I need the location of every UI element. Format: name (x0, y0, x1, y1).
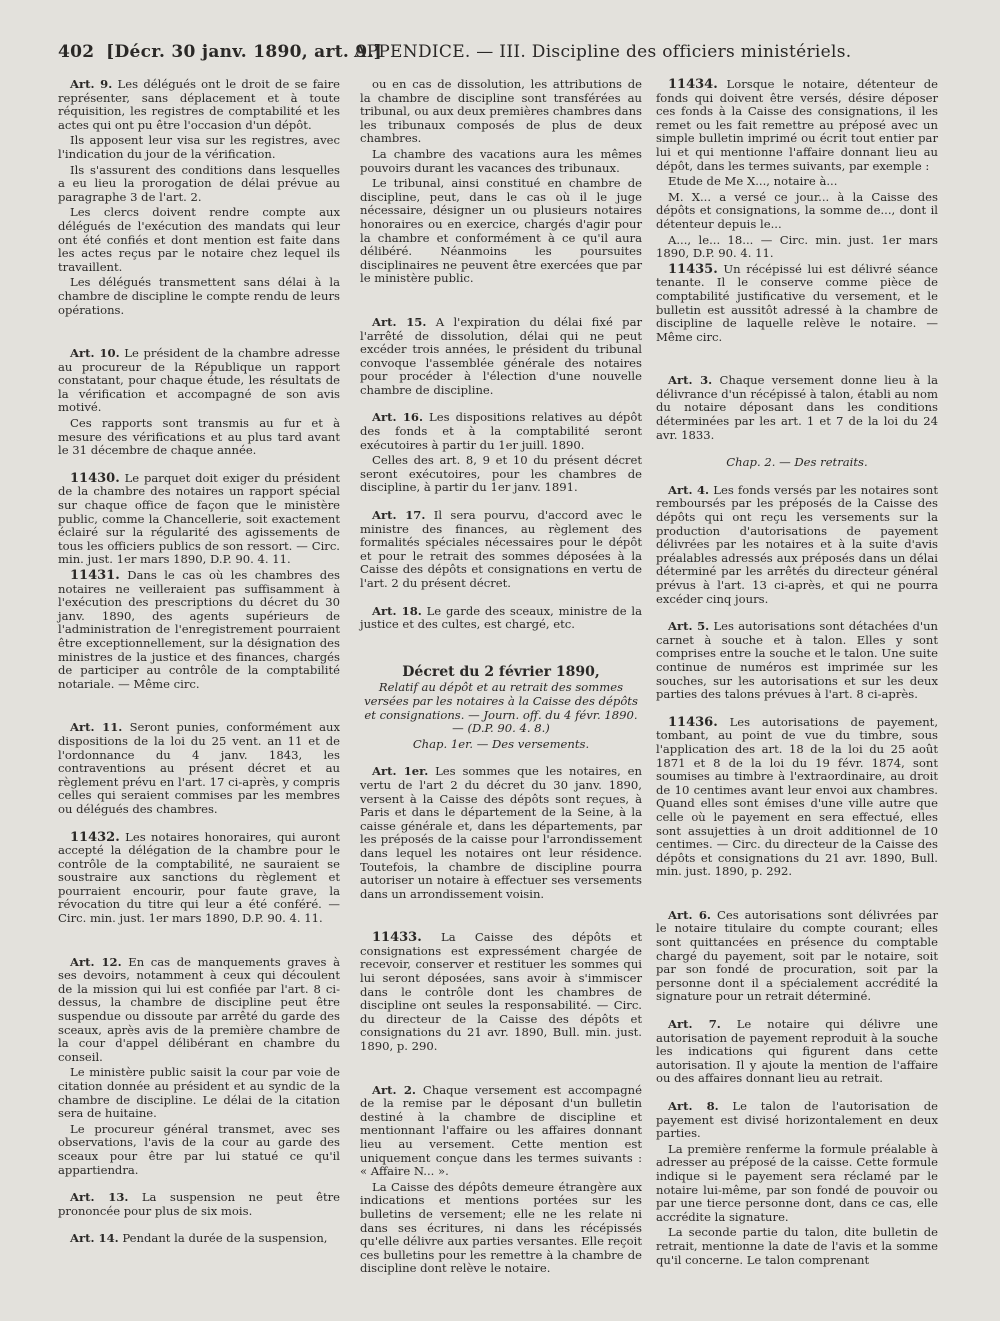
paragraph (656, 1143, 938, 1225)
text-column-2 (360, 78, 642, 1278)
chapter-heading-text: Chap. 2. — Des retraits. (726, 455, 868, 470)
paragraph-text: Le tribunal, ainsi constitué en chambre de discipline, peut, dans le cas où il le juge nécessaire, désigner un ou plusieurs notaires honoraires ou en exercice, chargés d'agir pour la chambre et conformément à ce qu'il aura délibéré. Néanmoins les poursuites disciplinaires ne peuvent être exercées que par le ministère public. (360, 176, 642, 286)
paragraph (360, 509, 642, 591)
article-label: Art. 2. (372, 1082, 416, 1097)
article-label: Art. 17. (372, 508, 426, 523)
paragraph-text: Un récépissé lui est délivré séance tenante. Il le conserve comme pièce de comptabilité justificative du versement, et le bulletin est aussitôt adressé à la chambre de discipline de laquelle relève le notaire. — Même circ. (656, 261, 938, 344)
paragraph-text: Les autorisations sont détachées d'un carnet à souche et à talon. Elles y sont comprises entre la souche et le talon. Une suite continue de numéros est imprimée sur les souches, sur les autorisations et sur les deux parties des talons prévues à l'art. 8 ci-après. (656, 619, 939, 702)
paragraph (656, 1100, 938, 1141)
article-label: Art. 16. (372, 410, 424, 425)
paragraph (656, 716, 938, 879)
article-label: Art. 4. (668, 482, 710, 497)
paragraph-text: Le talon de l'autorisation de payement est divisé horizontalement en deux parties. (656, 1099, 939, 1141)
paragraph (58, 1191, 340, 1218)
paragraph (58, 417, 340, 458)
chapter-heading (360, 738, 642, 752)
paragraph-text: La Caisse des dépôts et consignations est expressément chargée de recevoir, conserver et restituer les sommes qui lui seront déposées, sans avoir à s'immiscer dans le contrôle dont les chambres de discipline ont seules la responsabilité. — Circ. du directeur de la Caisse des dépôts et consignations du 21 avr. 1890, Bull. min. just. 1890, p. 290. (360, 930, 642, 1054)
paragraph-text: Le parquet doit exiger du président de la chambre des notaires un rapport spécial sur chaque office de façon que le ministère public, comme la Chancellerie, soit exactement éclairé sur la régularité des agissements de tous les officiers publics de son ressort. — Circ. min. just. 1er mars 1890, D.P. 90. 4. 11. (58, 470, 340, 567)
paragraph-text: Pendant la durée de la suspension, (122, 1231, 328, 1246)
paragraph (656, 909, 938, 1004)
paragraph-text: La chambre des vacations aura les mêmes pouvoirs durant les vacances des tribunaux. (360, 146, 642, 175)
paragraph (360, 177, 642, 286)
paragraph (58, 569, 340, 691)
article-label: Art. 15. (372, 314, 427, 329)
decree-subtitle-text: Relatif au dépôt et au retrait des sommes versées par les notaires à la Caisse des dépôts et consignations. — Journ. off. du 4 févr. 1890. — (D.P. 90. 4. 8.) (364, 680, 638, 736)
page-number: 402 (58, 42, 95, 62)
paragraph (360, 316, 642, 398)
paragraph-text: La Caisse des dépôts demeure étrangère aux indications et mentions portées sur les bulletins de versement; elle ne les relate ni dans ses écritures, ni dans les récépissés qu'elle délivre aux parties versantes. Elle reçoit ces bulletins pour les remettre à la chambre de discipline dont relève le notaire. (360, 1179, 642, 1276)
section-number: 11432. (70, 829, 120, 845)
paragraph (360, 1084, 642, 1179)
paragraph (360, 148, 642, 175)
paragraph-text: A l'expiration du délai fixé par l'arrêté de dissolution, délai qui ne peut excéder trois années, le président du tribunal convoque l'assemblée générale des notaires pour procéder à l'élection d'une nouvelle chambre de discipline. (360, 314, 643, 397)
section-number: 11433. (372, 930, 422, 946)
paragraph-text: Il sera pourvu, d'accord avec le ministre des finances, au règlement des formalités spéciales nécessaires pour le dépôt et pour le retrait des sommes déposées à la Caisse des dépôts et consignations en vertu de l'art. 2 du présent décret. (360, 508, 642, 590)
paragraph (58, 206, 340, 274)
paragraph-text: En cas de manquements graves à ses devoirs, notamment à ceux qui découlent de la mission qui lui est confiée par l'art. 8 ci-dessus, la chambre de discipline peut être suspendue ou dissoute par arrêté du garde des sceaux, après avis de la première chambre de la cour d'appel délibérant en chambre du conseil. (58, 954, 341, 1064)
article-label: Art. 13. (70, 1190, 129, 1205)
paragraph-text: Les délégués ont le droit de se faire représenter, sans déplacement et à toute réquisition, les registres de comptabilité et les actes qui ont pu être l'occasion d'un dépôt. (58, 77, 341, 132)
paragraph-text: Les clercs doivent rendre compte aux délégués de l'exécution des mandats qui leur ont été confiés et dont mention est faite dans les actes reçus par le notaire chez lequel ils travaillent. (58, 205, 340, 274)
paragraph-text: La seconde partie du talon, dite bulletin de retrait, mentionne la date de l'avis et la somme qu'il concerne. Le talon comprenant (656, 1225, 938, 1267)
paragraph (58, 831, 340, 926)
paragraph (58, 472, 340, 567)
paragraph-text: Les dispositions relatives au dépôt des fonds et à la comptabilité seront exécutoires à partir du 1er juill. 1890. (360, 410, 642, 452)
paragraph (656, 484, 938, 606)
paragraph-text: Les délégués transmettent sans délai à la chambre de discipline le compte rendu de leurs opérations. (58, 275, 340, 317)
paragraph-text: La suspension ne peut être prononcée pour plus de six mois. (58, 1190, 341, 1218)
chapter-heading-text: Chap. 1er. — Des versements. (412, 736, 590, 751)
paragraph (58, 1232, 340, 1246)
paragraph (656, 620, 938, 702)
section-number: 11435. (668, 261, 718, 277)
paragraph (58, 1066, 340, 1120)
paragraph (58, 276, 340, 317)
paragraph-text: Le notaire qui délivre une autorisation de payement reproduit à la souche les indications qui figurent dans cette autorisation. Il y ajoute la mention de l'affaire ou des affaires donnant lieu au retrait. (656, 1017, 938, 1086)
paragraph-text: M. X... a versé ce jour... à la Caisse des dépôts et consignations, la somme de..., dont il détenteur depuis le... (656, 189, 938, 231)
paragraph (58, 347, 340, 415)
paragraph-text: Dans le cas où les chambres des notaires ne veilleraient pas suffisamment à l'exécution des prescriptions du décret du 30 janv. 1890, des agents supérieurs de l'administration de l'enregistrement pourraient être exceptionnellement, sur la désignation des ministres de la justice et des finances, chargés de participer au contrôle de la comptabilité notariale. — Même circ. (58, 568, 341, 691)
paragraph (656, 234, 938, 261)
paragraph (656, 1226, 938, 1267)
article-label: Art. 9. (70, 77, 113, 91)
article-label: Art. 5. (668, 619, 710, 634)
paragraph (656, 374, 938, 442)
section-number: 11436. (668, 714, 718, 730)
article-label: Art. 14. (70, 1231, 119, 1246)
paragraph (58, 164, 340, 205)
paragraph (58, 721, 340, 816)
paragraph (360, 411, 642, 452)
example-line (656, 175, 938, 189)
paragraph-text: Chaque versement donne lieu à la délivrance d'un récépissé à talon, établi au nom du notaire déposant dans les conditions déterminées par les art. 1 et 7 de la loi du 24 avr. 1833. (656, 373, 938, 442)
section-number: 11431. (70, 568, 120, 583)
paragraph-text: Le président de la chambre adresse au procureur de la République un rapport constatant, pour chaque étude, les résultats de la vérification et accompagné de son avis motivé. (58, 346, 340, 415)
article-label: Art. 11. (70, 720, 123, 735)
paragraph (360, 454, 642, 495)
paragraph-text: Les autorisations de payement, tombant, au point de vue du timbre, sous l'application des art. 18 de la loi du 25 août 1871 et 8 de la loi du 19 févr. 1874, sont soumises au timbre à l'extraordinaire, au droit de 10 centimes avant leur envoi aux chambres. Quand elles sont émises d'une ville autre que celle où le payement en sera effectué, elles sont assujetties à un droit additionnel de 10 centimes. — Circ. du directeur de la Caisse des dépôts et consignations du 21 avr. 1890, Bull. min. just. 1890, p. 292. (656, 714, 939, 879)
paragraph-text: Ils apposent leur visa sur les registres, avec l'indication du jour de la vérification. (58, 133, 340, 161)
paragraph-text: Ils s'assurent des conditions dans lesquelles a eu lieu la prorogation de délai prévue au paragraphe 3 de l'art. 2. (58, 162, 340, 204)
paragraph-text: Les notaires honoraires, qui auront accepté la délégation de la chambre pour le contrôle de la comptabilité, ne sauraient se soustraire aux sanctions du règlement et pourraient encourir, pour faute grave, la révocation du titre qui leur a été conféré. — Circ. min. just. 1er mars 1890, D.P. 90. 4. 11. (58, 829, 340, 926)
paragraph (360, 931, 642, 1053)
article-label: Art. 3. (668, 373, 713, 388)
chapter-heading (656, 456, 938, 470)
article-label: Art. 1er. (372, 764, 429, 779)
paragraph-text: Les sommes que les notaires, en vertu de l'art 2 du décret du 30 janv. 1890, versent à la Caisse des dépôts sont reçues, à Paris et dans le département de la Seine, à la caisse générale et, dans les départements, par les préposés de la caisse pour l'arrondissement dans lequel les notaires ont leur résidence. Toutefois, la chambre de discipline pourra autoriser un notaire à effectuer ses versements dans un arrondissement voisin. (360, 764, 643, 901)
paragraph-text: Ces rapports sont transmis au fur et à mesure des vérifications et au plus tard avant le 31 décembre de chaque année. (58, 416, 340, 458)
paragraph-text: Chaque versement est accompagné de la remise par le déposant d'un bulletin destiné à la chambre de discipline et mentionnant l'affaire ou les affaires donnant lieu au versement. Cette mention est uniquement conçue dans les termes suivants : « Affaire N... ». (360, 1082, 643, 1179)
paragraph-text: Seront punies, conformément aux dispositions de la loi du 25 vent. an 11 et de l'ordonnance du 4 janv. 1843, les contraventions au présent décret et au règlement prévu en l'art. 17 ci-après, y compris celles qui seraient commises par les membres ou délégués des chambres. (58, 720, 341, 816)
paragraph-text: Les fonds versés par les notaires sont remboursés par les préposés de la Caisse des dépôts qui ont reçu les versements sur la production d'autorisations de payement délivrées par les notaires et à la suite d'avis préalables adressés aux préposés dans un délai déterminé par les arrêtés du directeur général prévus à l'art. 13 ci-après, et qui ne pourra excéder cinq jours. (656, 482, 939, 606)
paragraph (656, 191, 938, 232)
text-column-3 (656, 78, 938, 1269)
paragraph-text: Lorsque le notaire, détenteur de fonds qui doivent être versés, désire déposer ces fonds à la Caisse des consignations, il les remet ou les fait remettre au préposé avec un simple bulletin imprimé ou écrit tout entier par lui et qui mentionne l'affaire donnant lieu au dépôt, dans les termes suivants, par exemple : (656, 77, 938, 173)
article-label: Art. 18. (372, 603, 422, 618)
paragraph-text: Ces autorisations sont délivrées par le notaire titulaire du compte courant; elles sont quittancées en présence du comptable chargé du payement, soit par le notaire, soit par son fondé de procuration, soit par la personne dont il a spécialement accrédité la signature pour un retrait déterminé. (656, 907, 938, 1004)
paragraph (58, 956, 340, 1065)
paragraph-text: La première renferme la formule préalable à adresser au préposé de la caisse. Cette formule indique si le payement sera réclamé par le notaire lui-même, par son fondé de pouvoir ou par une tierce personne dont, dans ce cas, elle accrédite la signature. (656, 1141, 938, 1224)
paragraph-text: Le procureur général transmet, avec ses observations, l'avis de la cour au garde des sceaux pour être par lui statué ce qu'il appartiendra. (58, 1121, 340, 1177)
article-label: Art. 7. (668, 1017, 721, 1032)
paragraph (656, 1018, 938, 1086)
section-number: 11430. (70, 470, 120, 486)
paragraph (656, 78, 938, 173)
header-reference: [Décr. 30 janv. 1890, art. 9.] (106, 42, 383, 62)
decree-title (360, 663, 642, 680)
paragraph (656, 263, 938, 345)
article-label: Art. 10. (70, 346, 120, 361)
header-title: APPENDICE. — III. Discipline des officiers ministériels. (354, 42, 852, 62)
paragraph (58, 1123, 340, 1177)
paragraph-text: A..., le... 18... — Circ. min. just. 1er mars 1890, D.P. 90. 4. 11. (656, 232, 938, 261)
decree-title-text: Décret du 2 février 1890, (402, 663, 600, 680)
paragraph-text: Le ministère public saisit la cour par voie de citation donnée au président et au syndic de la chambre de discipline. Le délai de la citation sera de huitaine. (58, 1065, 340, 1121)
paragraph (360, 605, 642, 632)
paragraph-text: ou en cas de dissolution, les attributions de la chambre de discipline sont transférées au tribunal, ou aux deux premières chambres dans les tribunaux composés de plus de deux chambres. (360, 77, 642, 146)
paragraph (58, 78, 340, 132)
example-line-text: Etude de Me X..., notaire à... (668, 174, 838, 189)
paragraph (360, 78, 642, 146)
paragraph-text: Le garde des sceaux, ministre de la justice et des cultes, est chargé, etc. (360, 603, 643, 632)
paragraph (58, 134, 340, 161)
page-header (58, 42, 958, 72)
text-column-1 (58, 78, 340, 1248)
section-number: 11434. (668, 77, 718, 92)
article-label: Art. 8. (668, 1099, 719, 1113)
paragraph (360, 765, 642, 901)
decree-subtitle (360, 681, 642, 735)
paragraph-text: Celles des art. 8, 9 et 10 du présent décret seront exécutoires, pour les chambres de discipline, à partir du 1er janv. 1891. (360, 453, 642, 495)
article-label: Art. 6. (668, 907, 711, 922)
article-label: Art. 12. (70, 954, 122, 969)
paragraph (360, 1181, 642, 1276)
